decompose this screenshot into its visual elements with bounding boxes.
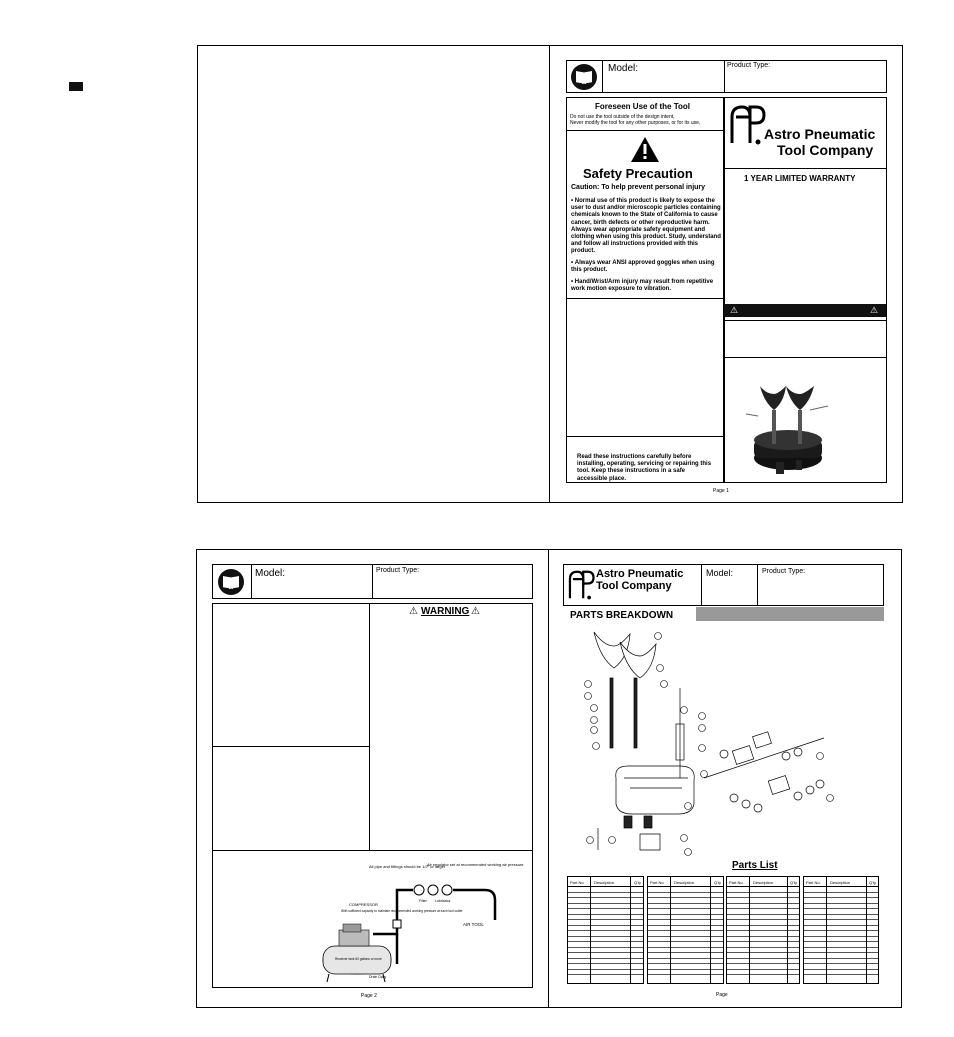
safety-title: Safety Precaution <box>583 166 693 181</box>
astro-logo-icon <box>728 103 766 147</box>
model-label: Model: <box>608 63 639 74</box>
brand-line1: Astro Pneumatic <box>764 126 876 142</box>
page1-number: Page 1 <box>713 488 729 494</box>
page3-header <box>563 564 884 606</box>
parts-table-1-col-part-no: Part No. <box>570 880 585 885</box>
air-tool-label: AIR TOOL <box>463 922 484 927</box>
safety-bullet-2: • Always wear ANSI approved goggles when using this product. <box>571 260 715 274</box>
read-instructions: Read these instructions carefully before installing, operating, servicing or repairing this tool. Keep these instructions in a safe accessible place. <box>577 454 712 482</box>
page1-left-column <box>566 97 725 483</box>
margin-marker <box>69 82 83 91</box>
parts-table-4 <box>803 876 879 984</box>
warning-icon-right: ⚠ <box>471 606 480 617</box>
compressor-note: With sufficient capacity to maintain recommended working pressure at each tool outlet <box>341 909 463 913</box>
parts-table-4-col-part-no: Part No. <box>806 880 821 885</box>
safety-warning-icon <box>630 136 660 163</box>
page1-right-column <box>723 97 887 483</box>
warning-label: WARNING <box>421 606 470 617</box>
parts-table-2-col-qty: Q'ty <box>714 880 721 885</box>
warning-bar <box>724 304 886 317</box>
manual-book-icon-p2 <box>218 569 244 595</box>
parts-table-2 <box>647 876 724 984</box>
p3-model-label: Model: <box>706 568 734 578</box>
product-type-label: Product Type: <box>727 62 771 69</box>
manual-book-icon <box>571 64 597 90</box>
warning-left-icon: ⚠ <box>730 305 739 315</box>
warning-right-icon: ⚠ <box>870 305 879 315</box>
parts-table-1-col-description: Description <box>594 880 615 885</box>
page2-number: Page 2 <box>361 993 377 999</box>
parts-breakdown-bar <box>696 607 884 621</box>
pipe-note: All pipe and fittings should be 1/2" or larger <box>369 864 446 869</box>
safety-bullet-3: • Hand/Wrist/Arm injury may result from repetitive work motion exposure to vibration. <box>571 279 714 293</box>
brand-line2: Tool Company <box>777 142 874 158</box>
air-system-diagram <box>313 860 528 986</box>
p3-brand-line1: Astro Pneumatic <box>596 568 684 580</box>
lubricator-label: Lubricator <box>435 899 451 903</box>
parts-breakdown-title: PARTS BREAKDOWN <box>570 610 674 621</box>
foreseen-line2: Never modify the tool for any other purposes, or for its use, <box>570 120 701 126</box>
drain-label: Drain Daily <box>369 975 387 979</box>
parts-table-1-col-qty: Q'ty <box>634 880 641 885</box>
p3-product-type-label: Product Type: <box>762 568 806 575</box>
foreseen-title: Foreseen Use of the Tool <box>595 102 690 111</box>
foreseen-line1: Do not use the tool outside of the design intent, <box>570 114 675 120</box>
product-image <box>738 380 838 476</box>
page2-body <box>212 603 533 988</box>
parts-table-3-col-qty: Q'ty <box>790 880 797 885</box>
page3-number: Page <box>716 992 728 998</box>
sheet-bottom-divider <box>548 549 549 1008</box>
warranty-title: 1 YEAR LIMITED WARRANTY <box>744 174 856 183</box>
parts-table-3 <box>726 876 800 984</box>
sheet-top-divider <box>549 45 550 503</box>
regulator-note: Air regulator set at recommended working air pressure <box>427 862 524 867</box>
warning-icon-left: ⚠ <box>409 606 418 617</box>
filter-label: Filter <box>419 899 427 903</box>
astro-logo-icon-p3 <box>567 568 595 602</box>
receiver-label: Receiver tank 60 gallons or more <box>335 957 382 961</box>
p2-model-label: Model: <box>255 568 286 579</box>
parts-table-3-col-description: Description <box>753 880 774 885</box>
p2-product-type-label: Product Type: <box>376 567 420 574</box>
parts-list-title: Parts List <box>732 860 778 871</box>
safety-bullet-1: • Normal use of this product is likely to expose the user to dust and/or microscopic particles containing chemicals known to the State of California to cause cancer, birth defects or other reproductive harm. Always wear appropriate safety equipment and clothing when using this product. Study, understand and follow all instructions provided with this product. <box>571 198 721 255</box>
compressor-title: COMPRESSOR <box>349 902 378 907</box>
parts-table-4-col-qty: Q'ty <box>869 880 876 885</box>
parts-table-3-col-part-no: Part No. <box>729 880 744 885</box>
parts-table-2-col-part-no: Part No. <box>650 880 665 885</box>
parts-exploded-diagram <box>584 628 840 860</box>
parts-table-1 <box>567 876 644 984</box>
parts-table-4-col-description: Description <box>830 880 851 885</box>
safety-caution: Caution: To help prevent personal injury <box>571 184 706 191</box>
page1-header <box>566 60 887 93</box>
page2-header <box>212 564 533 599</box>
p3-brand-line2: Tool Company <box>596 580 672 592</box>
parts-table-2-col-description: Description <box>674 880 695 885</box>
